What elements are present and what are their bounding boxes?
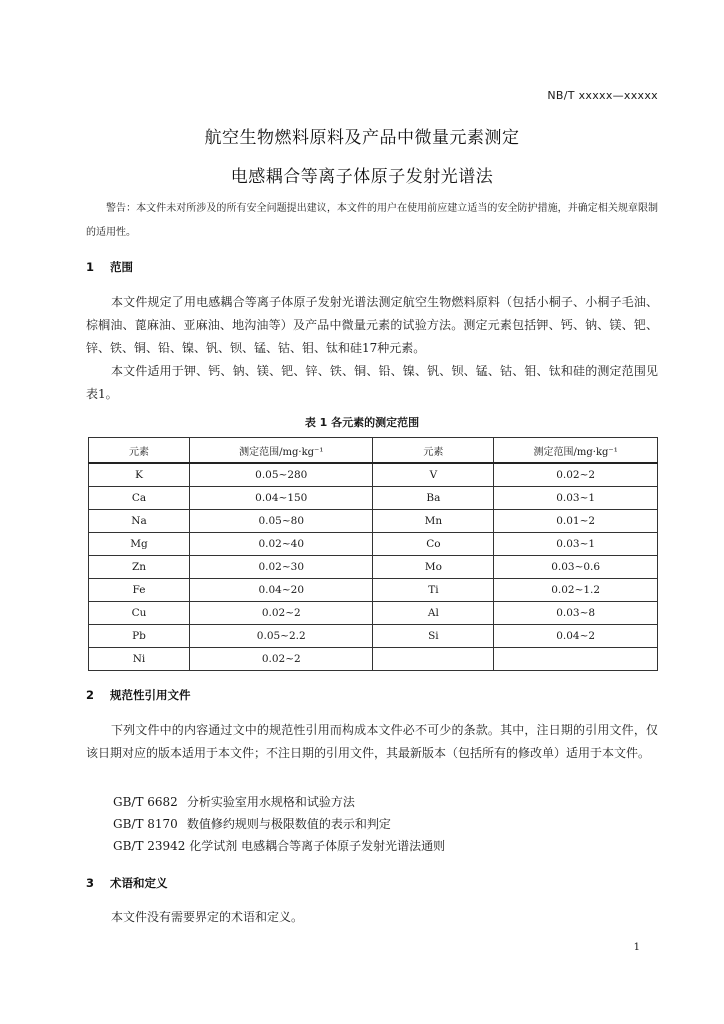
- table-cell: Cu: [89, 602, 190, 625]
- table-header-row: [89, 438, 658, 464]
- table-cell: 0.02~2: [494, 463, 658, 487]
- table-cell: 0.04~2: [494, 625, 658, 648]
- table-cell: Pb: [89, 625, 190, 648]
- table-cell: 0.02~1.2: [494, 579, 658, 602]
- section-1-paragraph-1: 本文件规定了用电感耦合等离子体原子发射光谱法测定航空生物燃料原料（包括小桐子、小桐子毛油、棕榈油、蓖麻油、亚麻油、地沟油等）及产品中微量元素的试验方法。测定元素包括钾、钙、钠、镁、钯、锌、铁、铜、铅、镍、钒、钡、锰、钴、钼、钛和硅17种元素。: [86, 295, 658, 355]
- table-cell: Mo: [373, 556, 494, 579]
- table-cell: Zn: [89, 556, 190, 579]
- section-1-number: 1: [86, 260, 95, 274]
- section-1-paragraph-2: 本文件适用于钾、钙、钠、镁、钯、锌、铁、铜、铅、镍、钒、钡、锰、钴、钼、钛和硅的测定范围见表1。: [86, 364, 658, 401]
- header-range: 测定范围/mg·kg⁻¹: [494, 438, 658, 464]
- table-cell: Ti: [373, 579, 494, 602]
- reference-item: [113, 835, 445, 857]
- reference-title: 分析实验室用水规格和试验方法: [186, 795, 355, 809]
- table-cell: 0.02~2: [190, 648, 373, 671]
- table-row: [89, 625, 658, 648]
- table-cell: 0.04~20: [190, 579, 373, 602]
- table-cell: 0.01~2: [494, 510, 658, 533]
- table-cell: 0.03~0.6: [494, 556, 658, 579]
- table-row: [89, 602, 658, 625]
- safety-warning: 警告：本文件未对所涉及的所有安全问题提出建议，本文件的用户在使用前应建立适当的安全防护措施，并确定相关规章限制的适用性。: [86, 203, 658, 238]
- table-cell: Na: [89, 510, 190, 533]
- section-3-title: 术语和定义: [110, 876, 168, 890]
- table-cell: [373, 648, 494, 671]
- section-2-title: 规范性引用文件: [110, 688, 191, 702]
- table-cell: Ni: [89, 648, 190, 671]
- section-1-title: 范围: [110, 260, 134, 274]
- table-row: [89, 463, 658, 487]
- table-cell: [494, 648, 658, 671]
- table-cell: Ca: [89, 487, 190, 510]
- reference-item: [113, 791, 445, 813]
- header-element: 元素: [89, 438, 190, 464]
- document-code: NB/T xxxxx—xxxxx: [547, 89, 658, 102]
- table-cell: Co: [373, 533, 494, 556]
- table-cell: 0.02~2: [190, 602, 373, 625]
- header-element: 元素: [373, 438, 494, 464]
- table-cell: 0.05~280: [190, 463, 373, 487]
- table-cell: 0.05~2.2: [190, 625, 373, 648]
- table-cell: 0.04~150: [190, 487, 373, 510]
- table-cell: Mg: [89, 533, 190, 556]
- section-3-heading: [86, 875, 168, 891]
- table-row: [89, 487, 658, 510]
- table-cell: Si: [373, 625, 494, 648]
- section-1-heading: [86, 259, 133, 275]
- page-number: 1: [633, 942, 640, 953]
- section-3-paragraph: 本文件没有需要界定的术语和定义。: [111, 910, 304, 924]
- reference-code: GB/T 6682: [113, 795, 178, 809]
- section-2-number: 2: [86, 688, 95, 702]
- section-2-heading: [86, 687, 191, 703]
- table-row: [89, 579, 658, 602]
- table-cell: 0.03~8: [494, 602, 658, 625]
- table-cell: Mn: [373, 510, 494, 533]
- table-cell: 0.03~1: [494, 487, 658, 510]
- reference-title: 化学试剂 电感耦合等离子体原子发射光谱法通则: [189, 839, 446, 853]
- table-cell: 0.02~30: [190, 556, 373, 579]
- element-range-table: [88, 437, 658, 671]
- section-3-number: 3: [86, 876, 95, 890]
- table-row: [89, 510, 658, 533]
- document-title-line1: 航空生物燃料原料及产品中微量元素测定: [204, 128, 520, 148]
- reference-code: GB/T 23942: [113, 839, 186, 853]
- table-cell: 0.05~80: [190, 510, 373, 533]
- table-row: [89, 556, 658, 579]
- reference-code: GB/T 8170: [113, 817, 178, 831]
- table-row: [89, 648, 658, 671]
- document-title-line2: 电感耦合等离子体原子发射光谱法: [230, 167, 494, 187]
- table-cell: Ba: [373, 487, 494, 510]
- table-cell: V: [373, 463, 494, 487]
- table-cell: Fe: [89, 579, 190, 602]
- table-row: [89, 533, 658, 556]
- reference-item: [113, 813, 445, 835]
- table-cell: K: [89, 463, 190, 487]
- section-2-paragraph: 下列文件中的内容通过文中的规范性引用而构成本文件必不可少的条款。其中，注日期的引用文件，仅该日期对应的版本适用于本文件；不注日期的引用文件，其最新版本（包括所有的修改单）适用于本文件。: [86, 723, 658, 760]
- table-cell: 0.03~1: [494, 533, 658, 556]
- normative-references-list: [113, 791, 445, 857]
- table-cell: Al: [373, 602, 494, 625]
- table-cell: 0.02~40: [190, 533, 373, 556]
- header-range: 测定范围/mg·kg⁻¹: [190, 438, 373, 464]
- table-1-caption: 表 1 各元素的测定范围: [304, 416, 420, 429]
- reference-title: 数值修约规则与极限数值的表示和判定: [186, 817, 391, 831]
